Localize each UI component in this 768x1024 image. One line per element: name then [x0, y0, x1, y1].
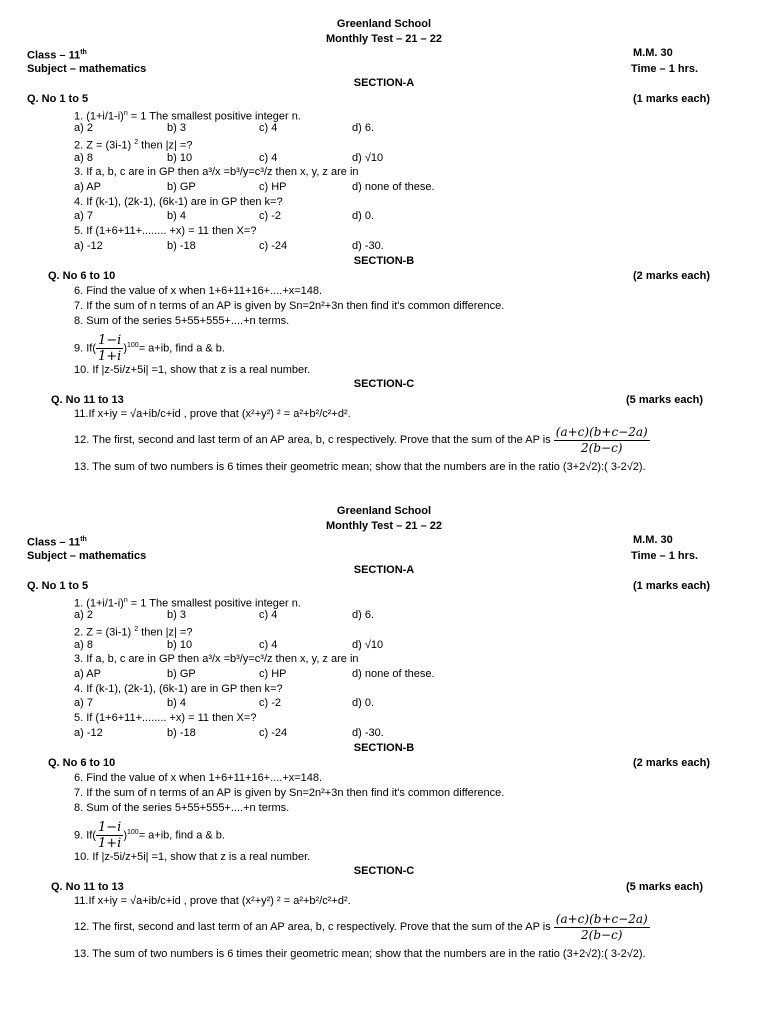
q5-option-a: a) -12 — [74, 240, 103, 252]
q3-option-c: c) HP — [259, 668, 287, 680]
q2-option-a: a) 8 — [74, 639, 93, 651]
section-b-marks: (2 marks each) — [633, 757, 711, 769]
q9-fraction: $\frac{1-i}{1+i}$ — [98, 333, 122, 365]
section-c-marks: (5 marks each) — [626, 394, 704, 406]
section-a-title: SECTION-A — [353, 564, 415, 576]
section-a-range: Q. No 1 to 5 — [27, 93, 89, 105]
time-label: Time – 1 hrs. — [631, 550, 699, 562]
q4-option-d: d) 0. — [352, 210, 375, 222]
q2-option-a: a) 8 — [74, 152, 93, 164]
section-c-marks: (5 marks each) — [626, 881, 704, 893]
section-c-range: Q. No 11 to 13 — [51, 881, 124, 893]
q5-option-d: d) -30. — [352, 240, 384, 252]
subject-label: Subject – mathematics — [27, 63, 147, 75]
q4-option-a: a) 7 — [74, 210, 93, 222]
school-name: Greenland School — [336, 18, 432, 30]
section-a-marks: (1 marks each) — [633, 580, 711, 592]
q2-option-d: d) √10 — [352, 152, 384, 164]
section-a-range: Q. No 1 to 5 — [27, 580, 89, 592]
school-name: Greenland School — [336, 505, 432, 517]
section-c-title: SECTION-C — [353, 378, 415, 390]
q4-option-c: c) -2 — [259, 210, 281, 222]
q3-option-d: d) none of these. — [352, 668, 435, 680]
question-1: 1. $(1+i/1-i)^n = 1$ The smallest positive integer n. — [74, 110, 301, 123]
question-9: 9. If( $\frac{1-i}{1+i}$ )$^{100}$= a+ib, find a & b. — [74, 333, 225, 365]
q4-option-b: b) 4 — [167, 697, 186, 709]
q3-option-b: b) GP — [167, 668, 196, 680]
question-10: 10. If |z-5i/z+5i| =1, show that z is a real number. — [74, 364, 311, 376]
test-title: Monthly Test – 21 – 22 — [326, 520, 442, 532]
q3-option-a: a) AP — [74, 181, 101, 193]
q1-option-a: a) 2 — [74, 609, 93, 621]
question-4: 4. If (k-1), (2k-1), (6k-1) are in GP then k=? — [74, 196, 283, 208]
q12-fraction: $\frac{(a+c)(b+c-2a)}{2(b-c)}$ — [555, 911, 648, 942]
q12-fraction: $\frac{(a+c)(b+c-2a)}{2(b-c)}$ — [555, 424, 648, 455]
q1-option-a: a) 2 — [74, 122, 93, 134]
q1-option-d: d) 6. — [352, 122, 375, 134]
q5-option-a: a) -12 — [74, 727, 103, 739]
q5-option-b: b) -18 — [167, 727, 196, 739]
question-11: 11.If x+iy = √a+ib/c+id , prove that (x²+y²) ² = a²+b²/c²+d². — [74, 895, 351, 907]
section-c-title: SECTION-C — [353, 865, 415, 877]
test-title: Monthly Test – 21 – 22 — [326, 33, 442, 45]
q2-option-d: d) √10 — [352, 639, 384, 651]
question-7: 7. If the sum of n terms of an AP is given by Sn=2n²+3n then find it's common difference. — [74, 300, 505, 312]
subject-label: Subject – mathematics — [27, 550, 147, 562]
question-8: 8. Sum of the series 5+55+555+....+n terms. — [74, 802, 290, 814]
q3-option-a: a) AP — [74, 668, 101, 680]
class-label: Class – 11th — [27, 49, 87, 62]
question-6: 6. Find the value of x when 1+6+11+16+....+x=148. — [74, 285, 323, 297]
question-5: 5. If (1+6+11+........ +x) = 11 then X=? — [74, 225, 257, 237]
q1-option-b: b) 3 — [167, 122, 186, 134]
question-11: 11.If x+iy = √a+ib/c+id , prove that (x²+y²) ² = a²+b²/c²+d². — [74, 408, 351, 420]
question-2: 2. Z = (3i-1) $^2$ then |z| =? — [74, 139, 193, 152]
q4-option-c: c) -2 — [259, 697, 281, 709]
q4-option-d: d) 0. — [352, 697, 375, 709]
question-6: 6. Find the value of x when 1+6+11+16+....+x=148. — [74, 772, 323, 784]
test-paper-copy-2 — [0, 487, 768, 974]
question-1: 1. $(1+i/1-i)^n = 1$ The smallest positive integer n. — [74, 597, 301, 610]
section-b-marks: (2 marks each) — [633, 270, 711, 282]
section-b-title: SECTION-B — [353, 255, 415, 267]
question-5: 5. If (1+6+11+........ +x) = 11 then X=? — [74, 712, 257, 724]
section-b-range: Q. No 6 to 10 — [48, 270, 116, 282]
q2-option-c: c) 4 — [259, 152, 278, 164]
section-a-title: SECTION-A — [353, 77, 415, 89]
question-3: 3. If a, b, c are in GP then a³/x =b³/y=c³/z then x, y, z are in — [74, 166, 359, 178]
q1-option-d: d) 6. — [352, 609, 375, 621]
question-12: 12. The first, second and last term of an AP area, b, c respectively. Prove that the sum of the AP is $\frac{(a+c)(b+c-2a)}{2(b-c)}$ — [74, 424, 648, 455]
question-2: 2. Z = (3i-1) $^2$ then |z| =? — [74, 626, 193, 639]
q2-option-b: b) 10 — [167, 152, 193, 164]
question-13: 13. The sum of two numbers is 6 times their geometric mean; show that the numbers are in the ratio (3+2√2):( 3-2√2). — [74, 461, 646, 473]
section-a-marks: (1 marks each) — [633, 93, 711, 105]
test-paper-copy-1 — [0, 0, 768, 487]
max-marks: M.M. 30 — [633, 47, 673, 59]
q5-option-d: d) -30. — [352, 727, 384, 739]
time-label: Time – 1 hrs. — [631, 63, 699, 75]
q1-option-c: c) 4 — [259, 609, 278, 621]
question-7: 7. If the sum of n terms of an AP is given by Sn=2n²+3n then find it's common difference. — [74, 787, 505, 799]
q4-option-b: b) 4 — [167, 210, 186, 222]
question-8: 8. Sum of the series 5+55+555+....+n terms. — [74, 315, 290, 327]
section-b-range: Q. No 6 to 10 — [48, 757, 116, 769]
q3-option-d: d) none of these. — [352, 181, 435, 193]
q3-option-b: b) GP — [167, 181, 196, 193]
q5-option-b: b) -18 — [167, 240, 196, 252]
question-13: 13. The sum of two numbers is 6 times their geometric mean; show that the numbers are in the ratio (3+2√2):( 3-2√2). — [74, 948, 646, 960]
question-9: 9. If( $\frac{1-i}{1+i}$ )$^{100}$= a+ib, find a & b. — [74, 820, 225, 852]
q5-option-c: c) -24 — [259, 727, 288, 739]
q4-option-a: a) 7 — [74, 697, 93, 709]
q5-option-c: c) -24 — [259, 240, 288, 252]
question-10: 10. If |z-5i/z+5i| =1, show that z is a real number. — [74, 851, 311, 863]
q2-option-b: b) 10 — [167, 639, 193, 651]
q2-option-c: c) 4 — [259, 639, 278, 651]
section-c-range: Q. No 11 to 13 — [51, 394, 124, 406]
q9-fraction: $\frac{1-i}{1+i}$ — [98, 820, 122, 852]
question-3: 3. If a, b, c are in GP then a³/x =b³/y=c³/z then x, y, z are in — [74, 653, 359, 665]
question-12: 12. The first, second and last term of an AP area, b, c respectively. Prove that the sum of the AP is $\frac{(a+c)(b+c-2a)}{2(b-c)}$ — [74, 911, 648, 942]
question-4: 4. If (k-1), (2k-1), (6k-1) are in GP then k=? — [74, 683, 283, 695]
q1-option-c: c) 4 — [259, 122, 278, 134]
class-label: Class – 11th — [27, 536, 87, 549]
q1-option-b: b) 3 — [167, 609, 186, 621]
section-b-title: SECTION-B — [353, 742, 415, 754]
max-marks: M.M. 30 — [633, 534, 673, 546]
q3-option-c: c) HP — [259, 181, 287, 193]
